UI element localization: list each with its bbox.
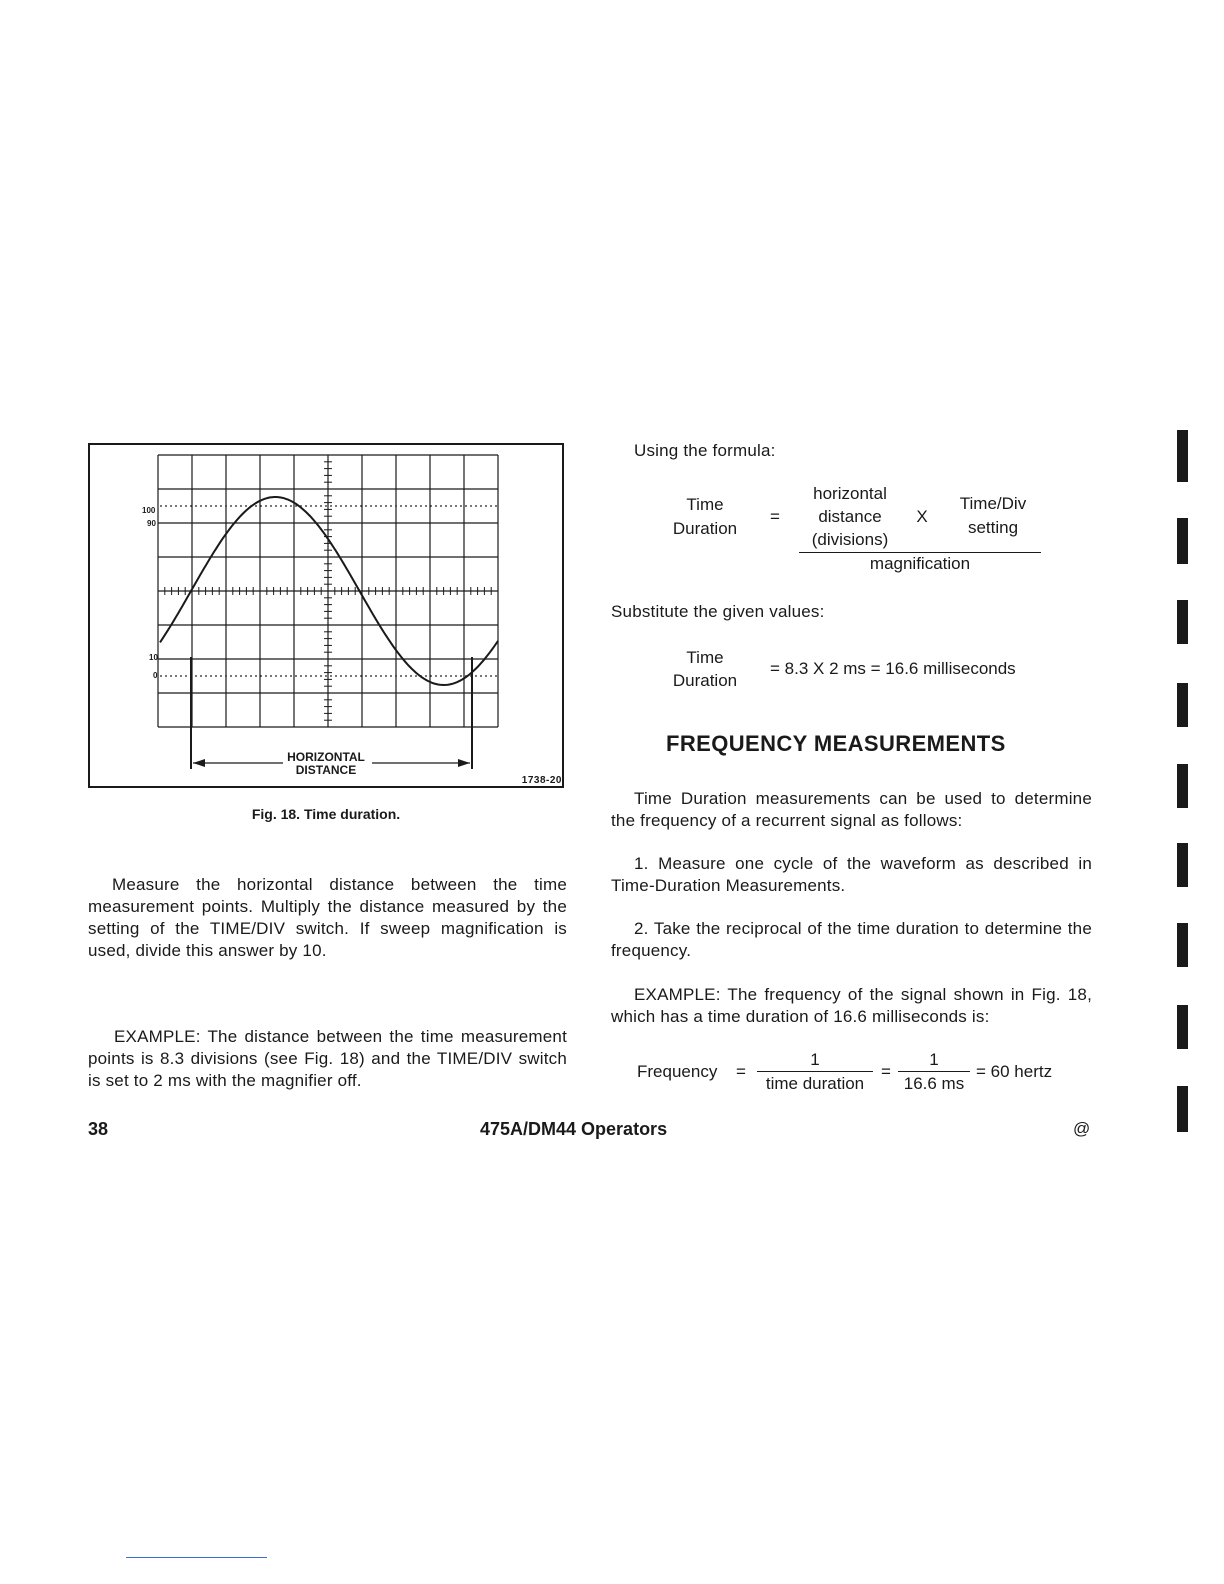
dotted-line-dot xyxy=(455,675,457,677)
dotted-line-dot xyxy=(240,505,242,507)
dotted-line-dot xyxy=(395,505,397,507)
label-level-100: 100 xyxy=(142,506,156,515)
frequency-equals-1: = xyxy=(736,1062,746,1081)
dotted-line-dot xyxy=(420,505,422,507)
dotted-line-dot xyxy=(390,505,392,507)
dotted-line-dot xyxy=(375,675,377,677)
dotted-line-dot xyxy=(430,675,432,677)
edge-tab xyxy=(1177,518,1188,564)
dotted-line-dot xyxy=(480,675,482,677)
formula-denominator: magnification xyxy=(869,554,971,573)
dotted-line-dot xyxy=(490,675,492,677)
edge-tab xyxy=(1177,923,1188,967)
edge-tab xyxy=(1177,430,1188,482)
using-formula-text: Using the formula: xyxy=(634,441,776,460)
dotted-line-dot xyxy=(400,675,402,677)
manual-title: 475A/DM44 Operators xyxy=(480,1119,668,1139)
dotted-line-dot xyxy=(210,675,212,677)
frequency-step-2: 2. Take the reciprocal of the time duration to determine the frequency. xyxy=(611,919,1092,960)
left-paragraph-example: EXAMPLE: The distance between the time measurement points is 8.3 divisions (see Fig. 18) and the TIME/DIV switch is set to 2 ms with the magnifier off. xyxy=(88,1027,567,1090)
frequency-denominator-2: 16.6 ms xyxy=(903,1074,965,1093)
dotted-line-dot xyxy=(275,505,277,507)
dotted-line-dot xyxy=(190,505,192,507)
dotted-line-dot xyxy=(425,675,427,677)
dotted-line-dot xyxy=(290,675,292,677)
dotted-line-dot xyxy=(385,505,387,507)
dotted-line-dot xyxy=(335,675,337,677)
dotted-line-dot xyxy=(225,675,227,677)
dotted-line-dot xyxy=(195,675,197,677)
dotted-line-dot xyxy=(330,505,332,507)
frequency-numerator-2: 1 xyxy=(929,1050,939,1069)
edge-tab xyxy=(1177,1086,1188,1132)
dotted-line-dot xyxy=(345,675,347,677)
dotted-line-dot xyxy=(205,675,207,677)
formula-numerator-divisions: (divisions) xyxy=(811,530,889,549)
arrowhead-left xyxy=(193,759,205,767)
dotted-line-dot xyxy=(405,505,407,507)
dotted-line-dot xyxy=(220,505,222,507)
dotted-line-dot xyxy=(360,505,362,507)
formula-numerator-distance: distance xyxy=(818,507,882,526)
oscilloscope-graticule-diagram xyxy=(90,445,566,790)
dotted-line-dot xyxy=(475,505,477,507)
dotted-line-dot xyxy=(445,675,447,677)
dotted-line-dot xyxy=(165,675,167,677)
dotted-line-dot xyxy=(235,505,237,507)
arrowhead-right xyxy=(458,759,470,767)
dotted-line-dot xyxy=(230,675,232,677)
substitution-lhs-time: Time xyxy=(686,648,724,667)
frequency-fraction-bar-1 xyxy=(757,1071,873,1072)
dotted-line-dot xyxy=(265,675,267,677)
label-horizontal: HORIZONTAL xyxy=(287,750,365,764)
frequency-result: = 60 hertz xyxy=(976,1062,1053,1081)
dotted-line-dot xyxy=(270,505,272,507)
dotted-line-dot xyxy=(280,505,282,507)
dotted-line-dot xyxy=(185,505,187,507)
dotted-line-dot xyxy=(175,675,177,677)
dotted-line-dot xyxy=(480,505,482,507)
dotted-line-dot xyxy=(295,675,297,677)
dotted-line-dot xyxy=(290,505,292,507)
dotted-line-dot xyxy=(375,505,377,507)
dotted-line-dot xyxy=(260,505,262,507)
dotted-line-dot xyxy=(415,505,417,507)
figure-caption: Fig. 18. Time duration. xyxy=(251,806,401,822)
dotted-line-dot xyxy=(245,505,247,507)
graticule-center-ticks xyxy=(158,455,491,720)
dotted-line-dot xyxy=(400,505,402,507)
dotted-line-dot xyxy=(470,505,472,507)
dotted-line-dot xyxy=(410,505,412,507)
dotted-line-dot xyxy=(250,675,252,677)
dotted-line-dot xyxy=(445,505,447,507)
dotted-line-dot xyxy=(280,675,282,677)
label-level-10: 10 xyxy=(149,653,158,662)
dotted-line-dot xyxy=(300,675,302,677)
frequency-denominator-1: time duration xyxy=(765,1074,865,1093)
dotted-line-dot xyxy=(195,505,197,507)
dotted-line-dot xyxy=(235,675,237,677)
dotted-line-dot xyxy=(310,505,312,507)
frequency-numerator-1: 1 xyxy=(810,1050,820,1069)
formula-time-div: Time/Div xyxy=(959,494,1027,513)
dotted-line-dot xyxy=(450,675,452,677)
dotted-line-dot xyxy=(200,505,202,507)
dotted-line-dot xyxy=(230,505,232,507)
dotted-line-dot xyxy=(305,675,307,677)
dotted-line-dot xyxy=(160,675,162,677)
dotted-line-dot xyxy=(355,675,357,677)
formula-setting: setting xyxy=(967,518,1019,537)
dotted-line-dot xyxy=(245,675,247,677)
dotted-line-dot xyxy=(275,675,277,677)
dotted-line-dot xyxy=(495,675,497,677)
dotted-line-dot xyxy=(180,675,182,677)
dotted-line-dot xyxy=(325,675,327,677)
dotted-line-dot xyxy=(315,675,317,677)
dotted-line-dot xyxy=(210,505,212,507)
dotted-line-dot xyxy=(450,505,452,507)
substitution-result: = 8.3 X 2 ms = 16.6 milliseconds xyxy=(770,659,1016,678)
frequency-example: EXAMPLE: The frequency of the signal shown in Fig. 18, which has a time duration of 16.6 milliseconds is: xyxy=(611,985,1092,1026)
dotted-line-dot xyxy=(305,505,307,507)
dotted-line-dot xyxy=(425,505,427,507)
dotted-line-dot xyxy=(370,505,372,507)
dotted-line-dot xyxy=(255,505,257,507)
dotted-line-dot xyxy=(435,505,437,507)
dotted-line-dot xyxy=(180,505,182,507)
label-level-0: 0 xyxy=(153,671,158,680)
dotted-line-dot xyxy=(350,505,352,507)
figure-time-duration xyxy=(88,443,564,788)
dotted-line-dot xyxy=(165,505,167,507)
formula-lhs-duration: Duration xyxy=(672,519,738,538)
dotted-line-dot xyxy=(215,675,217,677)
dotted-line-dot xyxy=(170,675,172,677)
dotted-line-dot xyxy=(410,675,412,677)
dotted-line-dot xyxy=(405,675,407,677)
dotted-line-dot xyxy=(255,675,257,677)
edge-tab xyxy=(1177,764,1188,808)
dotted-line-dot xyxy=(460,505,462,507)
dotted-line-dot xyxy=(265,505,267,507)
frequency-step-1: 1. Measure one cycle of the waveform as described in Time-Duration Measurements. xyxy=(611,854,1092,895)
dotted-line-dot xyxy=(460,675,462,677)
dotted-line-dot xyxy=(365,505,367,507)
dotted-line-dot xyxy=(370,675,372,677)
dotted-line-dot xyxy=(240,675,242,677)
frequency-equals-2: = xyxy=(881,1062,891,1081)
dotted-line-dot xyxy=(175,505,177,507)
dotted-line-dot xyxy=(330,675,332,677)
dotted-line-dot xyxy=(360,675,362,677)
dotted-line-dot xyxy=(475,675,477,677)
dotted-line-dot xyxy=(225,505,227,507)
edge-tab xyxy=(1177,683,1188,727)
dotted-line-dot xyxy=(335,505,337,507)
label-distance: DISTANCE xyxy=(295,763,357,777)
dotted-line-dot xyxy=(490,505,492,507)
formula-numerator-horizontal: horizontal xyxy=(813,484,887,503)
dotted-line-dot xyxy=(380,505,382,507)
dotted-line-dot xyxy=(260,675,262,677)
dotted-line-dot xyxy=(385,675,387,677)
dotted-line-dot xyxy=(440,675,442,677)
frequency-label: Frequency xyxy=(637,1062,718,1081)
dotted-line-dot xyxy=(390,675,392,677)
figure-id: 1738-20 xyxy=(521,775,562,786)
dotted-line-dot xyxy=(170,505,172,507)
dotted-line-dot xyxy=(185,675,187,677)
frequency-intro-paragraph: Time Duration measurements can be used to determine the frequency of a recurrent signal as follows: xyxy=(611,789,1092,830)
dotted-line-dot xyxy=(395,675,397,677)
substitution-lhs-duration: Duration xyxy=(672,671,738,690)
frequency-fraction-bar-2 xyxy=(898,1071,970,1072)
dotted-line-dot xyxy=(320,675,322,677)
dotted-line-dot xyxy=(365,675,367,677)
dotted-line-dot xyxy=(285,505,287,507)
dotted-line-dot xyxy=(340,505,342,507)
dotted-line-dot xyxy=(455,505,457,507)
page-number: 38 xyxy=(88,1119,109,1139)
dotted-line-dot xyxy=(215,505,217,507)
dotted-line-dot xyxy=(205,505,207,507)
left-paragraph-measure: Measure the horizontal distance between the time measurement points. Multiply the distance measured by the setting of the TIME/DIV switch. If sweep magnification is used, divide this answer by 10. xyxy=(88,875,567,960)
dotted-line-dot xyxy=(495,505,497,507)
formula-equals: = xyxy=(770,507,780,526)
dotted-line-dot xyxy=(485,505,487,507)
dotted-line-dot xyxy=(350,675,352,677)
dotted-line-dot xyxy=(430,505,432,507)
dotted-line-dot xyxy=(345,505,347,507)
dotted-line-dot xyxy=(465,505,467,507)
substitute-text: Substitute the given values: xyxy=(611,602,825,621)
dotted-line-dot xyxy=(435,675,437,677)
dotted-line-dot xyxy=(340,675,342,677)
dotted-line-dot xyxy=(320,505,322,507)
label-level-90: 90 xyxy=(147,519,156,528)
bottom-link-underline xyxy=(126,1557,267,1558)
dotted-line-dot xyxy=(355,505,357,507)
edge-tab xyxy=(1177,843,1188,887)
dotted-line-dot xyxy=(440,505,442,507)
formula-times: X xyxy=(916,507,928,526)
dotted-line-dot xyxy=(325,505,327,507)
footer-mark: @ xyxy=(1073,1119,1091,1138)
dotted-line-dot xyxy=(380,675,382,677)
dotted-line-dot xyxy=(200,675,202,677)
dotted-line-dot xyxy=(315,505,317,507)
dotted-line-dot xyxy=(160,505,162,507)
dotted-line-dot xyxy=(285,675,287,677)
dotted-line-dot xyxy=(270,675,272,677)
frequency-measurements-heading: FREQUENCY MEASUREMENTS xyxy=(666,731,1006,756)
dotted-line-dot xyxy=(485,675,487,677)
dotted-line-dot xyxy=(415,675,417,677)
edge-tab xyxy=(1177,1005,1188,1049)
edge-tab xyxy=(1177,600,1188,644)
dotted-line-dot xyxy=(220,675,222,677)
formula-lhs-time: Time xyxy=(686,495,724,514)
dotted-line-dot xyxy=(310,675,312,677)
